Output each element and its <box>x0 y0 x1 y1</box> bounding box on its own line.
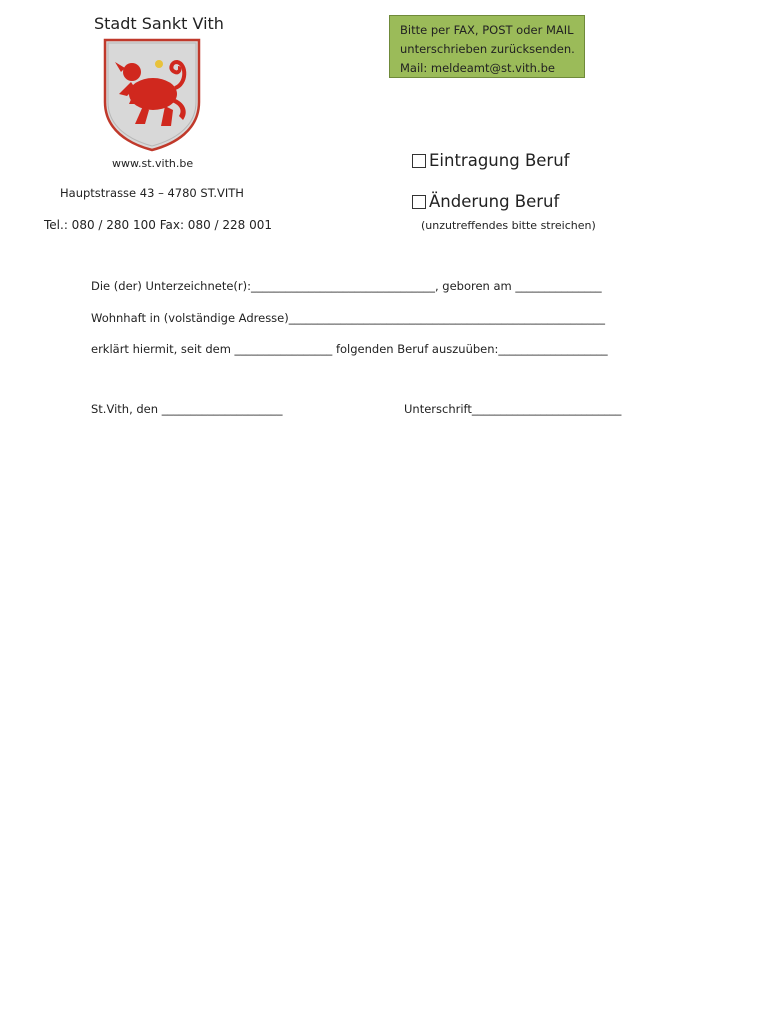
change-label: Änderung Beruf <box>429 192 560 211</box>
notice-line-2: unterschrieben zurücksenden. <box>400 42 575 56</box>
undersigned-line[interactable]: Die (der) Unterzeichnete(r):________________________________, geboren am _______________ <box>91 279 602 293</box>
change-option <box>412 192 559 211</box>
notice-line-3: Mail: meldeamt@st.vith.be <box>400 61 555 75</box>
website-text: www.st.vith.be <box>112 157 194 170</box>
residence-line[interactable]: Wohnhaft in (volständige Adresse)_______________________________________________________ <box>91 311 605 325</box>
entry-option <box>412 151 569 170</box>
address-text: Hauptstrasse 43 – 4780 ST.VITH <box>60 186 244 200</box>
strike-hint: (unzutreffendes bitte streichen) <box>421 219 596 232</box>
phone-fax-text: Tel.: 080 / 280 100 Fax: 080 / 228 001 <box>44 218 273 232</box>
coat-of-arms-icon <box>103 38 201 152</box>
declaration-line[interactable]: erklärt hiermit, seit dem _________________ folgenden Beruf auszuüben:___________________ <box>91 342 608 356</box>
change-checkbox[interactable] <box>412 195 426 209</box>
signature-line[interactable]: Unterschrift__________________________ <box>404 402 622 416</box>
entry-checkbox[interactable] <box>412 154 426 168</box>
return-instructions-box <box>389 15 585 78</box>
notice-line-1: Bitte per FAX, POST oder MAIL <box>400 23 574 37</box>
organization-name: Stadt Sankt Vith <box>94 14 224 33</box>
place-date-line[interactable]: St.Vith, den _____________________ <box>91 402 283 416</box>
entry-label: Eintragung Beruf <box>429 151 570 170</box>
